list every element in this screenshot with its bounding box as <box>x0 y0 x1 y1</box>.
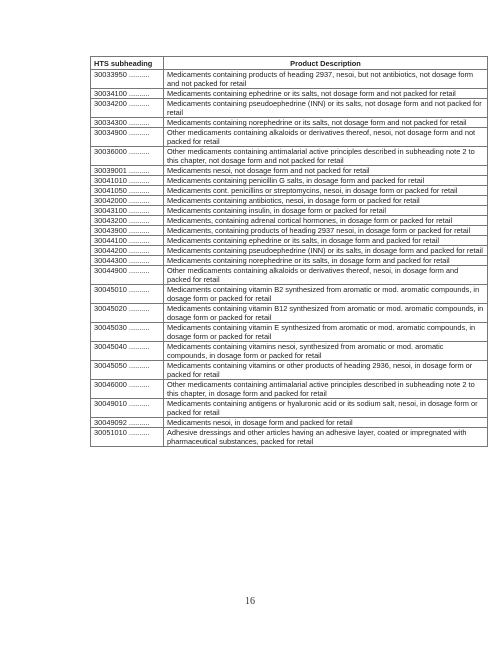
table-row <box>91 399 488 418</box>
hts-code-cell: 30045020 .......... <box>91 304 164 323</box>
hts-code-cell: 30034900 .......... <box>91 128 164 147</box>
product-description-cell: Medicaments containing vitamins or other products of heading 2936, nesoi, in dosage form or packed for retail <box>164 361 488 380</box>
hts-code-cell: 30045050 .......... <box>91 361 164 380</box>
product-description-cell: Medicaments containing norephedrine or its salts, not dosage form and not packed for retail <box>164 118 488 128</box>
table-row <box>91 166 488 176</box>
table-row <box>91 246 488 256</box>
product-description-cell: Other medicaments containing alkaloids or derivatives thereof, nesoi, in dosage form and packed for retail <box>164 266 488 285</box>
product-description-cell: Medicaments nesoi, not dosage form and not packed for retail <box>164 166 488 176</box>
hts-code-cell: 30036000 .......... <box>91 147 164 166</box>
product-description-cell: Medicaments containing insulin, in dosage form or packed for retail <box>164 206 488 216</box>
table-row <box>91 236 488 246</box>
table-header-row <box>91 57 488 70</box>
table-row <box>91 285 488 304</box>
hts-code-cell: 30044100 .......... <box>91 236 164 246</box>
hts-code-cell: 30046000 .......... <box>91 380 164 399</box>
table-row <box>91 418 488 428</box>
hts-code-cell: 30042000 .......... <box>91 196 164 206</box>
product-description-cell: Adhesive dressings and other articles having an adhesive layer, coated or impregnated with pharmaceutical substances, packed for retail <box>164 428 488 447</box>
table-row <box>91 342 488 361</box>
table-row <box>91 256 488 266</box>
table-row <box>91 89 488 99</box>
product-description-cell: Medicaments containing vitamins nesoi, synthesized from aromatic or mod. aromatic compounds, in dosage form or packed for retail <box>164 342 488 361</box>
table-row <box>91 196 488 206</box>
product-description-cell: Medicaments containing ephedrine or its salts, in dosage form and packed for retail <box>164 236 488 246</box>
table-row <box>91 147 488 166</box>
product-description-cell: Other medicaments containing antimalarial active principles described in subheading note 2 to this chapter, in dosage form and packed for retail <box>164 380 488 399</box>
product-description-cell: Medicaments nesoi, in dosage form and packed for retail <box>164 418 488 428</box>
product-description-cell: Medicaments containing vitamin E synthesized from aromatic or mod. aromatic compounds, in dosage form or packed for retail <box>164 323 488 342</box>
table-row <box>91 428 488 447</box>
product-description-cell: Medicaments, containing adrenal cortical hormones, in dosage form or packed for retail <box>164 216 488 226</box>
hts-code-cell: 30044900 .......... <box>91 266 164 285</box>
table-row <box>91 361 488 380</box>
product-description-cell: Medicaments cont. penicillins or streptomycins, nesoi, in dosage form or packed for retail <box>164 186 488 196</box>
hts-code-cell: 30043900 .......... <box>91 226 164 236</box>
hts-code-cell: 30044300 .......... <box>91 256 164 266</box>
table-body <box>91 70 488 447</box>
hts-code-cell: 30034200 .......... <box>91 99 164 118</box>
product-description-cell: Other medicaments containing alkaloids or derivatives thereof, nesoi, not dosage form and not packed for retail <box>164 128 488 147</box>
hts-code-cell: 30049092 .......... <box>91 418 164 428</box>
table-row <box>91 380 488 399</box>
product-description-cell: Medicaments containing products of heading 2937, nesoi, but not antibiotics, not dosage form and not packed for retail <box>164 70 488 89</box>
hts-code-cell: 30034100 .......... <box>91 89 164 99</box>
hts-code-cell: 30045030 .......... <box>91 323 164 342</box>
table-row <box>91 266 488 285</box>
product-description-cell: Medicaments, containing products of heading 2937 nesoi, in dosage form or packed for retail <box>164 226 488 236</box>
product-description-cell: Medicaments containing antigens or hyaluronic acid or its sodium salt, nesoi, in dosage form or packed for retail <box>164 399 488 418</box>
product-description-cell: Other medicaments containing antimalarial active principles described in subheading note 2 to this chapter, not dosage form and not packed for retail <box>164 147 488 166</box>
hts-code-cell: 30041050 .......... <box>91 186 164 196</box>
hts-code-cell: 30043200 .......... <box>91 216 164 226</box>
hts-code-cell: 30034300 .......... <box>91 118 164 128</box>
product-description-cell: Medicaments containing vitamin B2 synthesized from aromatic or mod. aromatic compounds, in dosage form or packed for retail <box>164 285 488 304</box>
hts-code-cell: 30041010 .......... <box>91 176 164 186</box>
hts-code-cell: 30045010 .......... <box>91 285 164 304</box>
product-description-cell: Medicaments containing ephedrine or its salts, not dosage form and not packed for retail <box>164 89 488 99</box>
product-description-cell: Medicaments containing antibiotics, nesoi, in dosage form or packed for retail <box>164 196 488 206</box>
table-row <box>91 323 488 342</box>
hts-code-cell: 30039001 .......... <box>91 166 164 176</box>
product-description-cell: Medicaments containing penicillin G salts, in dosage form and packed for retail <box>164 176 488 186</box>
table-row <box>91 176 488 186</box>
hts-code-cell: 30033950 .......... <box>91 70 164 89</box>
hts-code-cell: 30051010 .......... <box>91 428 164 447</box>
table-row <box>91 128 488 147</box>
table-row <box>91 226 488 236</box>
table-row <box>91 206 488 216</box>
product-description-cell: Medicaments containing pseudoephedrine (INN) or its salts, not dosage form and not packed for retail <box>164 99 488 118</box>
table-row <box>91 304 488 323</box>
product-description-cell: Medicaments containing vitamin B12 synthesized from aromatic or mod. aromatic compounds, in dosage form or packed for retail <box>164 304 488 323</box>
column-header-code: HTS subheading <box>91 57 164 70</box>
table-row <box>91 70 488 89</box>
table-row <box>91 186 488 196</box>
product-description-cell: Medicaments containing pseudoephedrine (INN) or its salts, in dosage form and packed for retail <box>164 246 488 256</box>
table-row <box>91 216 488 226</box>
column-header-description: Product Description <box>164 57 488 70</box>
hts-code-cell: 30043100 .......... <box>91 206 164 216</box>
product-description-cell: Medicaments containing norephedrine or its salts, in dosage form and packed for retail <box>164 256 488 266</box>
page-number: 16 <box>245 596 255 607</box>
hts-code-cell: 30049010 .......... <box>91 399 164 418</box>
table-row <box>91 99 488 118</box>
table-row <box>91 118 488 128</box>
hts-table <box>90 56 488 447</box>
hts-code-cell: 30045040 .......... <box>91 342 164 361</box>
hts-code-cell: 30044200 .......... <box>91 246 164 256</box>
